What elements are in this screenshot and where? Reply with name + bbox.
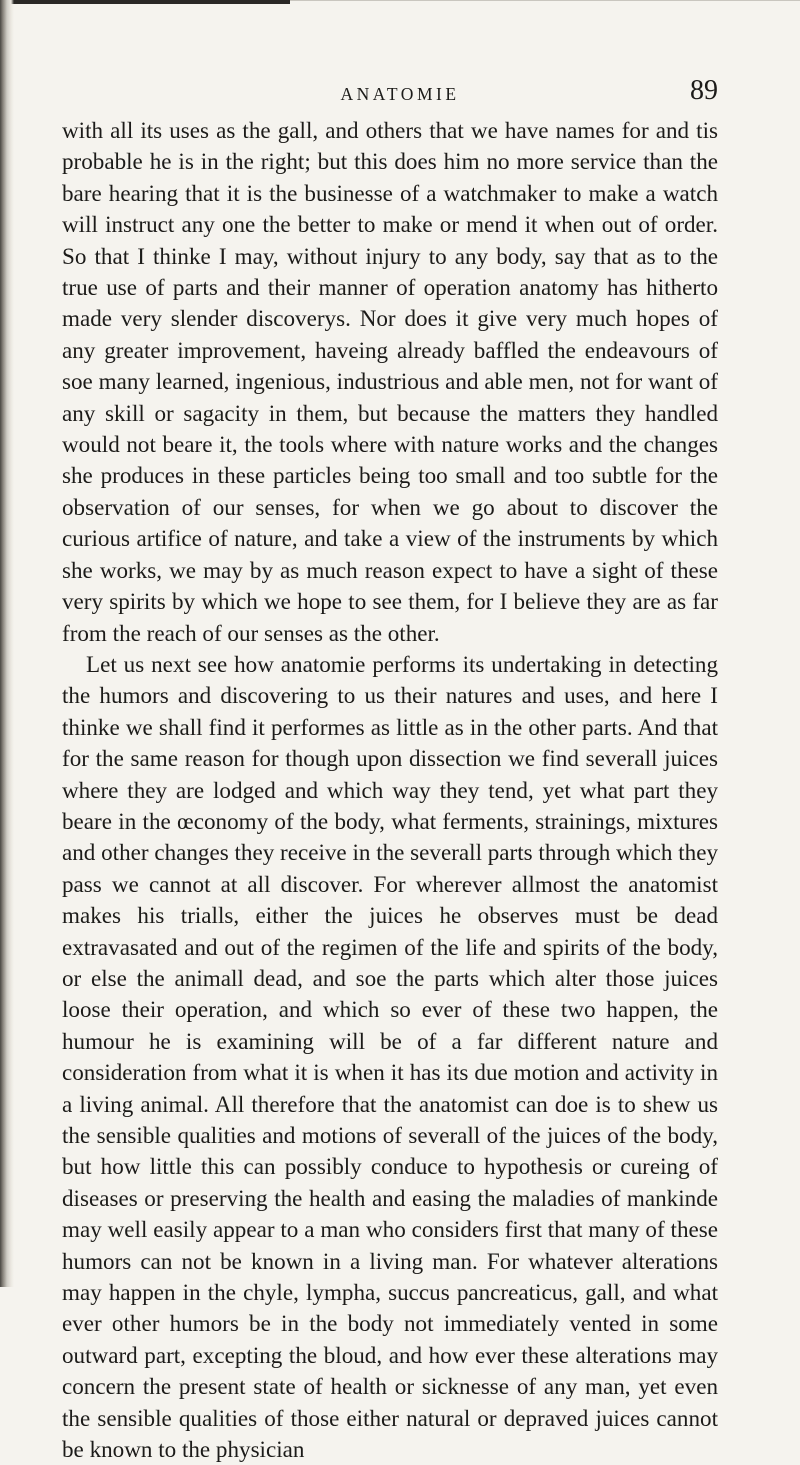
- paragraph-humors: Let us next see how anatomie performs its undertaking in detecting the humors and discovering to us their natures and uses, and here I thinke we shall find it performes as little as in the other parts. And that for the same reason for though upon dissection we find severall juices where they are lodged and which way they tend, yet what part they beare in the œconomy of the body, what ferments, strainings, mixtures and other changes they receive in the severall parts through which they pass we cannot at all discover. For wherever allmost the anatomist makes his trialls, either the juices he observes must be dead extravasated and out of the regimen of the life and spirits of the body, or else the animall dead, and soe the parts which alter those juices loose their operation, and which so ever of these two happen, the humour he is examining will be of a far different nature and consideration from what it is when it has its due motion and activity in a living animal. All therefore that the anatomist can doe is to shew us the sensible qualities and motions of severall of the juices of the body, but how little this can possibly conduce to hypothesis or cureing of diseases or preserving the health and easing the maladies of mankinde may well easily appear to a man who considers first that many of these humors can not be known in a living man. For whatever alterations may happen in the chyle, lympha, succus pancreaticus, gall, and what ever other humors be in the body not immediately vented in some outward part, excepting the bloud, and how ever these alterations may concern the present state of health or sicknesse of any man, yet even the sensible qualities of those either natural or depraved juices cannot be known to the physician: [62, 650, 719, 1463]
- running-head-title: ANATOMIE: [340, 84, 460, 104]
- top-edge-hairline: [290, 0, 800, 1]
- page-number: 89: [690, 75, 718, 106]
- book-page: [62, 76, 718, 1465]
- binding-gutter-shadow: [0, 0, 14, 1287]
- running-head: [62, 76, 718, 112]
- body-text: [62, 115, 718, 1465]
- top-edge-rule: [0, 0, 290, 4]
- paragraph-continuation: with all its uses as the gall, and others that we have names for and tis probable he is in the right; but this does him no more service than the bare hearing that it is the businesse of a watchmaker to make a watch will instruct any one the better to make or mend it when out of order. So that I thinke I may, without injury to any body, say that as to the true use of parts and their manner of operation anatomy has hitherto made very slender discoverys. Nor does it give very much hopes of any greater improvement, haveing already baffled the endeavours of soe many learned, ingenious, industrious and able men, not for want of any skill or sagacity in them, but because the matters they handled would not beare it, the tools where with nature works and the changes she produces in these particles being too small and too subtle for the observation of our senses, for when we go about to discover the curious artifice of nature, and take a view of the instruments by which she works, we may by as much reason expect to have a sight of these very spirits by which we hope to see them, for I believe they are as far from the reach of our senses as the other.: [62, 117, 718, 646]
